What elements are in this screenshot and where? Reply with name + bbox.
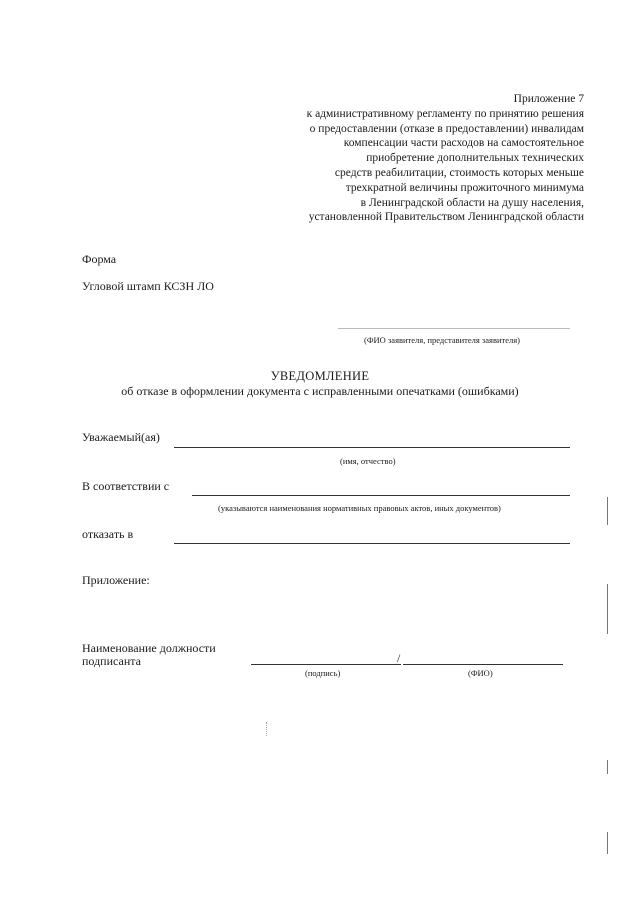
notice-subtitle: об отказе в оформлении документа с исправленными опечатками (ошибками) [121,384,519,398]
scan-mark [607,832,608,854]
scan-mark [607,760,608,774]
refuse-line [174,543,570,544]
applicant-name-line [338,328,570,329]
form-label: Форма [82,252,117,266]
appendix-line: Приложение 7 [513,93,584,105]
greeting-name-line [174,447,570,448]
accordance-label: В соответствии с [82,479,170,493]
appendix-line: установленной Правительством Ленинградской области [308,211,584,224]
appendix-line: приобретение дополнительных технических [366,152,584,165]
appendix-line: о предоставлении (отказе в предоставлении) инвалидам [309,122,584,135]
attachment-label: Приложение: [82,573,150,587]
notice-title: УВЕДОМЛЕНИЕ [270,369,370,383]
signer-name-line [403,664,563,665]
scan-mark [607,497,608,525]
appendix-line: к административному регламенту по принятию решения [306,107,584,120]
accordance-line [192,495,570,496]
appendix-header [244,92,584,225]
refuse-label: отказать в [82,527,134,541]
signer-name-caption: (ФИО) [468,668,493,678]
signer-position-line1: Наименование должности [82,641,216,655]
appendix-line: в Ленинградской области на душу населения, [360,196,584,209]
applicant-caption: (ФИО заявителя, представителя заявителя) [364,335,520,345]
signer-position-line2: подписанта [82,654,141,668]
scan-mark [607,584,608,634]
accordance-caption: (указываются наименования нормативных правовых актов, иных документов) [218,503,501,513]
appendix-line: трехкратной величины прожиточного минимума [345,181,584,194]
signature-line [251,664,401,665]
greeting-caption: (имя, отчество) [340,456,396,466]
greeting-label: Уважаемый(ая) [82,430,160,444]
signature-separator: / [397,651,401,665]
scan-mark [266,722,267,736]
appendix-line: средств реабилитации, стоимость которых меньше [334,166,584,179]
signature-caption: (подпись) [305,668,341,678]
corner-stamp-label: Угловой штамп КСЗН ЛО [82,279,214,293]
appendix-line: компенсации части расходов на самостоятельное [343,137,584,150]
